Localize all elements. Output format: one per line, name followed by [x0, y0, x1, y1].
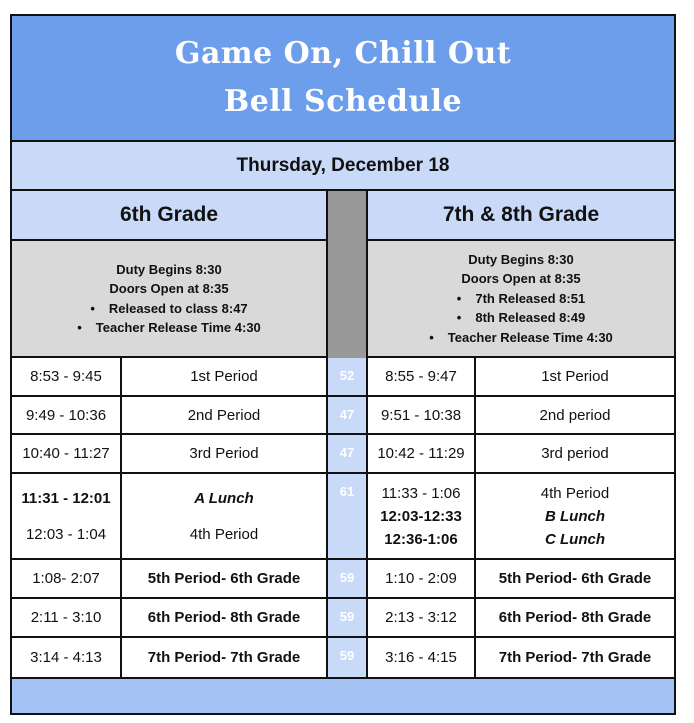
- row3-minutes: 47: [326, 435, 368, 472]
- grade78-notes: [368, 241, 674, 358]
- bell-schedule-table: [10, 14, 676, 715]
- grade6-bullet: • Released to class 8:47: [90, 299, 247, 319]
- row3-time-6th: 10:40 - 11:27: [12, 435, 122, 472]
- row2-minutes: 47: [326, 397, 368, 433]
- row1-time-6th: 8:53 - 9:45: [12, 358, 122, 395]
- row5-period-6th: 5th Period- 6th Grade: [122, 560, 326, 597]
- row6-period-6th: 6th Period- 8th Grade: [122, 599, 326, 636]
- row6-time-6th: 2:11 - 3:10: [12, 599, 122, 636]
- row1-minutes: 52: [326, 358, 368, 395]
- row2-time-6th: 9:49 - 10:36: [12, 397, 122, 433]
- schedule-footer: [12, 677, 674, 713]
- schedule-title: Game On, Chill Out: [174, 36, 512, 71]
- row3-time-78th: 10:42 - 11:29: [368, 435, 476, 472]
- center-divider: [326, 191, 368, 358]
- row1-time-78th: 8:55 - 9:47: [368, 358, 476, 395]
- grade78-note: Doors Open at 8:35: [461, 271, 581, 287]
- row7-time-6th: 3:14 - 4:13: [12, 638, 122, 677]
- period4-label-6th: 4th Period: [189, 525, 259, 543]
- row2-time-78th: 9:51 - 10:38: [368, 397, 476, 433]
- row7-period-78th: 7th Period- 7th Grade: [476, 638, 674, 677]
- row6-time-78th: 2:13 - 3:12: [368, 599, 476, 636]
- row5-period-78th: 5th Period- 6th Grade: [476, 560, 674, 597]
- lunch-a-time: 11:31 - 12:01: [21, 489, 111, 507]
- row2-period-78th: 2nd period: [476, 397, 674, 433]
- grade6-note: Doors Open at 8:35: [109, 281, 229, 296]
- row2-period-6th: 2nd Period: [122, 397, 326, 433]
- period4-time-78th: 11:33 - 1:06: [381, 484, 461, 502]
- grade6-note: Duty Begins 8:30: [116, 261, 222, 277]
- schedule-header: [12, 16, 674, 142]
- grade6-bullet: • Teacher Release Time 4:30: [77, 318, 261, 338]
- grade78-bullet: • 7th Released 8:51: [457, 289, 585, 309]
- row7-period-6th: 7th Period- 7th Grade: [122, 638, 326, 677]
- grade6-notes: [12, 241, 326, 358]
- row5-time-78th: 1:10 - 2:09: [368, 560, 476, 597]
- row3-period-78th: 3rd period: [476, 435, 674, 472]
- row7-minutes: 59: [326, 638, 368, 677]
- row7-time-78th: 3:16 - 4:15: [368, 638, 476, 677]
- lunch-a-label: A Lunch: [194, 489, 254, 507]
- row5-time-6th: 1:08- 2:07: [12, 560, 122, 597]
- grade78-bullet: • Teacher Release Time 4:30: [429, 328, 613, 348]
- lunch-c-label: C Lunch: [545, 530, 605, 548]
- schedule-subtitle: Bell Schedule: [223, 84, 463, 119]
- row1-period-6th: 1st Period: [122, 358, 326, 395]
- grade6-header: 6th Grade: [12, 191, 326, 241]
- row4-minutes: 61: [326, 474, 368, 558]
- row4-period-78th: [476, 474, 674, 558]
- row6-minutes: 59: [326, 599, 368, 636]
- row1-period-78th: 1st Period: [476, 358, 674, 395]
- grade78-note: Duty Begins 8:30: [468, 251, 574, 267]
- grade78-bullet: • 8th Released 8:49: [457, 308, 585, 328]
- lunch-b-label: B Lunch: [545, 507, 605, 525]
- grade78-header: 7th & 8th Grade: [368, 191, 674, 241]
- lunch-b-time: 12:03-12:33: [380, 507, 462, 525]
- row6-period-78th: 6th Period- 8th Grade: [476, 599, 674, 636]
- schedule-date: Thursday, December 18: [12, 142, 674, 191]
- row4-period-6th: [122, 474, 326, 558]
- row3-period-6th: 3rd Period: [122, 435, 326, 472]
- lunch-c-time: 12:36-1:06: [384, 530, 458, 548]
- row5-minutes: 59: [326, 560, 368, 597]
- row4-time-78th: [368, 474, 476, 558]
- row4-time-6th: [12, 474, 122, 558]
- period4-label-78th: 4th Period: [540, 484, 610, 502]
- period4-time-6th: 12:03 - 1:04: [25, 525, 107, 543]
